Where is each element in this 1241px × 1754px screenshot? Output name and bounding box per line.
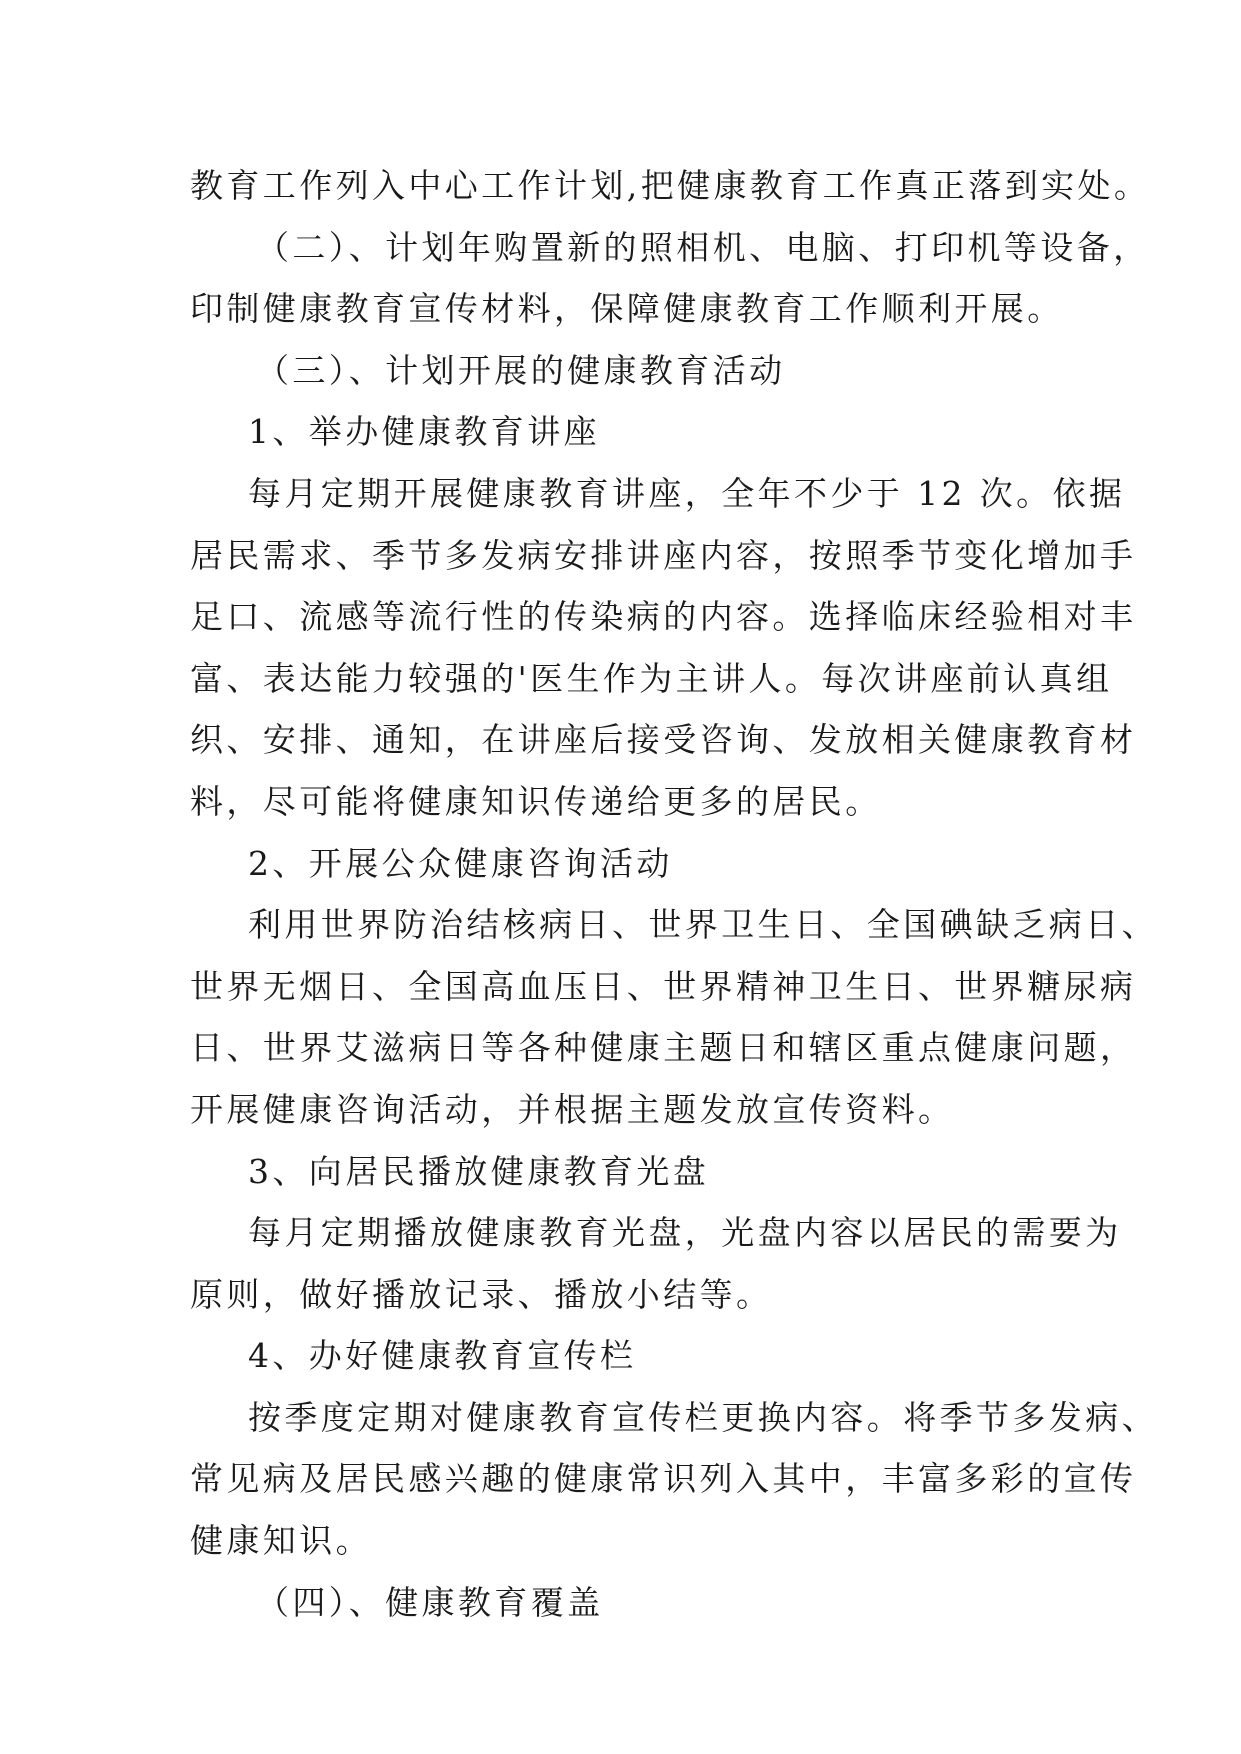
subsection-heading: 1、举办健康教育讲座 bbox=[248, 412, 600, 452]
text-line: 每月定期播放健康教育光盘，光盘内容以居民的需要为 bbox=[248, 1213, 1122, 1253]
text-line: 日、世界艾滋病日等各种健康主题日和辖区重点健康问题， bbox=[190, 1028, 1137, 1068]
text-line: 足口、流感等流行性的传染病的内容。选择临床经验相对丰 bbox=[190, 597, 1137, 637]
section-heading-line: （二）、计划年购置新的照相机、电脑、打印机等设备， bbox=[256, 227, 1150, 267]
text-line: 织、安排、通知，在讲座后接受咨询、发放相关健康教育材 bbox=[190, 720, 1137, 760]
document-body bbox=[190, 155, 1158, 1633]
text-line: 原则，做好播放记录、播放小结等。 bbox=[190, 1274, 773, 1314]
text-line: 料，尽可能将健康知识传递给更多的居民。 bbox=[190, 781, 882, 821]
text-line: 常见病及居民感兴趣的健康常识列入其中，丰富多彩的宣传 bbox=[190, 1459, 1137, 1499]
section-heading: （三）、计划开展的健康教育活动 bbox=[256, 350, 786, 390]
subsection-heading: 4、办好健康教育宣传栏 bbox=[248, 1336, 637, 1376]
text-line: 居民需求、季节多发病安排讲座内容，按照季节变化增加手 bbox=[190, 535, 1137, 575]
text-line: 利用世界防治结核病日、世界卫生日、全国碘缺乏病日、 bbox=[248, 905, 1158, 945]
text-line: 印制健康教育宣传材料，保障健康教育工作顺利开展。 bbox=[190, 289, 1064, 329]
text-line: 按季度定期对健康教育宣传栏更换内容。将季节多发病、 bbox=[248, 1397, 1158, 1437]
text-line: 每月定期开展健康教育讲座，全年不少于 12 次。依据 bbox=[248, 473, 1126, 513]
subsection-heading: 2、开展公众健康咨询活动 bbox=[248, 843, 673, 883]
text-line: 教育工作列入中心工作计划,把健康教育工作真正落到实处。 bbox=[190, 166, 1151, 205]
section-heading: （四）、健康教育覆盖 bbox=[256, 1582, 604, 1622]
text-line: 世界无烟日、全国高血压日、世界精神卫生日、世界糖尿病 bbox=[190, 966, 1137, 1006]
text-line: 开展健康咨询活动，并根据主题发放宣传资料。 bbox=[190, 1089, 955, 1129]
subsection-heading: 3、向居民播放健康教育光盘 bbox=[248, 1151, 710, 1191]
text-line: 富、表达能力较强的'医生作为主讲人。每次讲座前认真组 bbox=[190, 658, 1113, 698]
text-line: 健康知识。 bbox=[190, 1521, 372, 1561]
